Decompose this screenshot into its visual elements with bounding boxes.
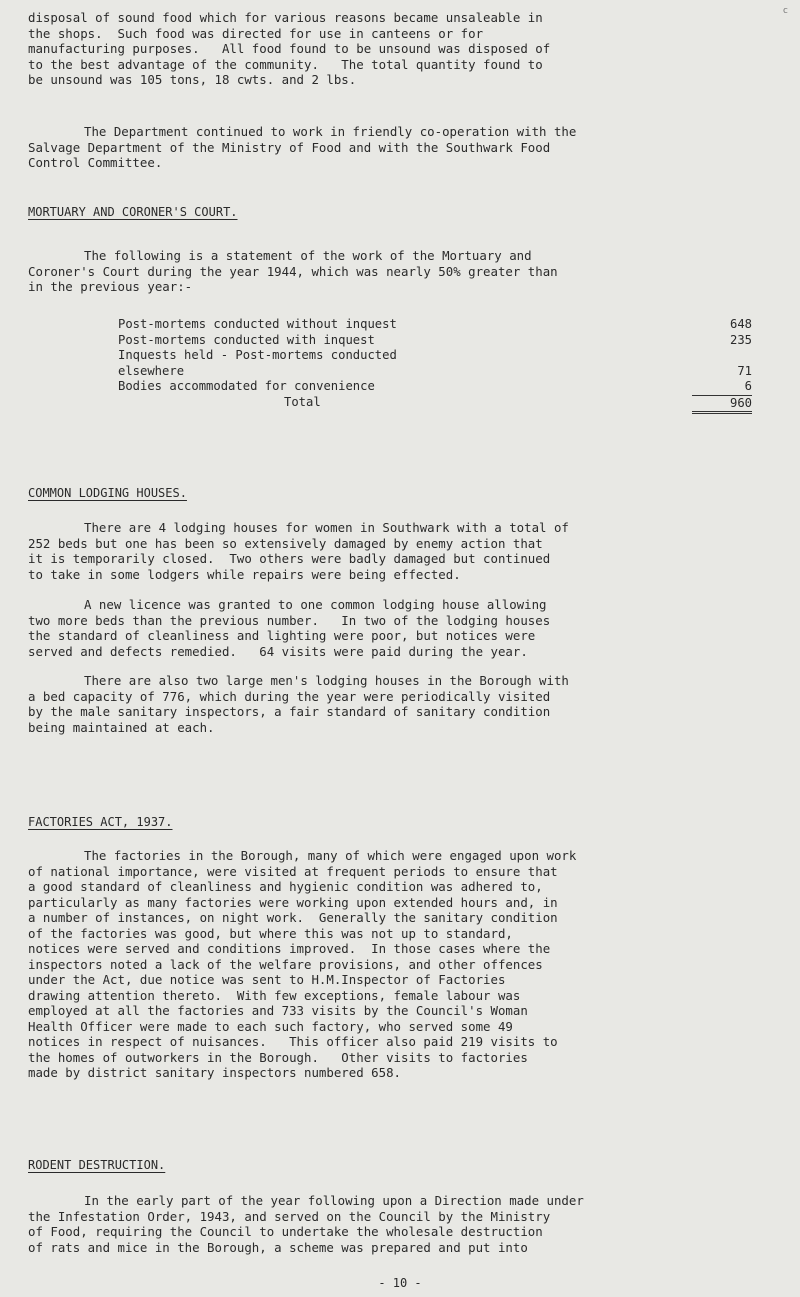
text-line: The Department continued to work in friendly co-operation with the [84,124,577,139]
text-line: In the early part of the year following upon a Direction made under [84,1193,584,1208]
total-label: Total [284,395,321,409]
table-row [118,364,752,380]
row-label: Inquests held - Post-mortems conducted [118,348,397,362]
text-line: Control Committee. [28,155,163,170]
rodent-paragraph [28,1193,798,1255]
text-line: 252 beds but one has been so extensively damaged by enemy action that [28,535,543,551]
row-label: Bodies accommodated for convenience [118,379,375,393]
text-line: notices in respect of nuisances. This officer also paid 219 visits to [28,1034,558,1049]
mortuary-heading: MORTUARY AND CORONER'S COURT. [28,205,238,219]
text-line: a bed capacity of 776, which during the year were periodically visited [28,688,551,704]
lodging-heading: COMMON LODGING HOUSES. [28,486,187,500]
text-line: a number of instances, on night work. Generally the sanitary condition [28,910,558,925]
page-number: - 10 - [378,1276,422,1290]
text-line: a good standard of cleanliness and hygienic condition was adhered to, [28,879,543,894]
factories-heading: FACTORIES ACT, 1937. [28,815,173,829]
text-line: Coroner's Court during the year 1944, which was nearly 50% greater than [28,263,558,279]
text-line: inspectors noted a lack of the welfare provisions, and other offences [28,956,543,972]
row-label: Post-mortems conducted without inquest [118,317,397,331]
text-line: under the Act, due notice was sent to H.M.Inspector of Factories [28,972,506,987]
text-line: drawing attention thereto. With few exceptions, female labour was [28,987,521,1003]
text-line: A new licence was granted to one common lodging house allowing [84,597,547,612]
text-line: of the factories was good, but where this was not up to standard, [28,925,513,941]
text-line: being maintained at each. [28,719,215,735]
lodging-paragraph-1 [28,520,798,582]
row-value: 6 [692,379,752,395]
text-line: served and defects remedied. 64 visits were paid during the year. [28,643,528,659]
table-row [118,333,752,349]
text-line: it is temporarily closed. Two others were badly damaged but continued [28,551,551,566]
text-line: to the best advantage of the community. The total quantity found to [28,56,543,72]
text-line: two more beds than the previous number. In two of the lodging houses [28,612,551,628]
row-value [692,348,752,364]
row-label: elsewhere [118,363,185,378]
text-line: There are also two large men's lodging houses in the Borough with [84,673,569,688]
text-line: the standard of cleanliness and lighting were poor, but notices were [28,628,536,643]
intro-paragraph [28,10,798,88]
mortuary-stats-table [118,317,752,414]
mortuary-intro [28,248,798,295]
text-line: of Food, requiring the Council to undertake the wholesale destruction [28,1224,543,1239]
text-line: be unsound was 105 tons, 18 cwts. and 2 lbs. [28,72,357,87]
text-line: the shops. Such food was directed for use in canteens or for [28,25,484,41]
total-row [118,395,752,413]
text-line: manufacturing purposes. All food found to be unsound was disposed of [28,41,551,56]
row-label: Post-mortems conducted with inquest [118,332,375,347]
row-value: 235 [729,332,752,347]
text-line: disposal of sound food which for various reasons became unsaleable in [28,10,543,25]
total-value: 960 [692,395,752,413]
text-line: There are 4 lodging houses for women in Southwark with a total of [84,520,569,535]
factories-paragraph [28,848,798,1081]
text-line: of rats and mice in the Borough, a scheme was prepared and put into [28,1239,528,1255]
salvage-paragraph [28,124,798,171]
lodging-paragraph-3 [28,673,798,735]
text-line: The factories in the Borough, many of which were engaged upon work [84,848,577,863]
table-row [118,317,752,333]
text-line: by the male sanitary inspectors, a fair standard of sanitary condition [28,704,551,719]
table-row [118,348,752,364]
text-line: to take in some lodgers while repairs were being effected. [28,566,461,582]
text-line: The following is a statement of the work of the Mortuary and [84,248,532,263]
text-line: Health Officer were made to each such factory, who served some 49 [28,1018,513,1034]
row-value: 71 [737,363,752,378]
text-line: particularly as many factories were working upon extended hours and, in [28,894,558,910]
corner-mark: c [782,6,788,16]
text-line: employed at all the factories and 733 visits by the Council's Woman [28,1003,528,1018]
text-line: notices were served and conditions improved. In those cases where the [28,941,551,956]
lodging-paragraph-2 [28,597,798,659]
text-line: in the previous year:- [28,279,193,294]
rodent-heading: RODENT DESTRUCTION. [28,1158,166,1172]
row-value: 648 [729,317,752,331]
table-row [118,379,752,395]
text-line: of national importance, were visited at frequent periods to ensure that [28,863,558,879]
text-line: the Infestation Order, 1943, and served on the Council by the Ministry [28,1208,551,1224]
text-line: Salvage Department of the Ministry of Food and with the Southwark Food [28,139,551,155]
text-line: made by district sanitary inspectors numbered 658. [28,1065,401,1080]
text-line: the homes of outworkers in the Borough. Other visits to factories [28,1049,528,1065]
